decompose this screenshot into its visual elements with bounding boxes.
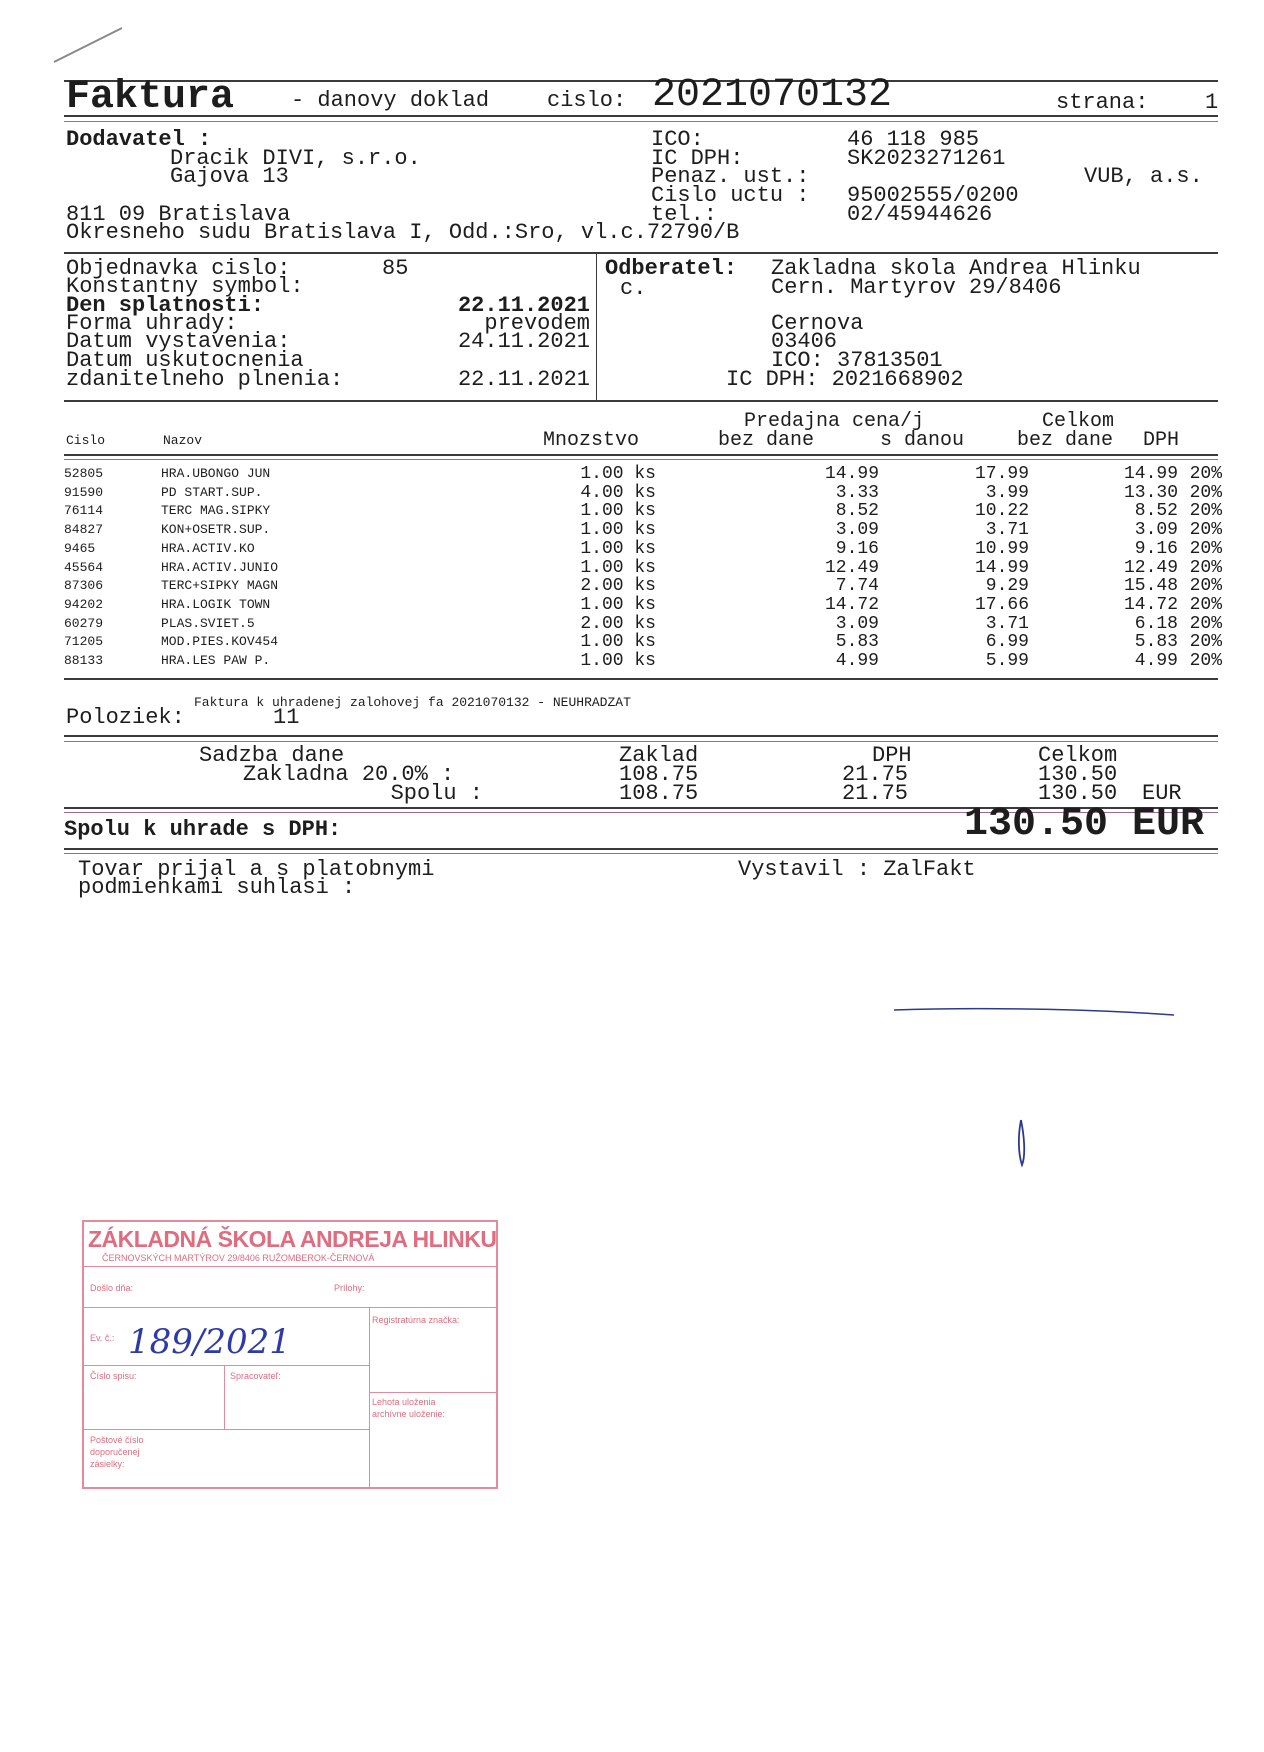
cell-code: 52805: [64, 466, 104, 481]
bank-label: Penaz. ust.:: [651, 164, 810, 189]
constant-symbol-label: Konstantny symbol:: [66, 274, 304, 299]
customer-street: Cern. Martyrov 29/8406: [771, 275, 1062, 300]
table-row: [64, 615, 1222, 634]
payable-bottom-rule-2: [64, 853, 1218, 854]
table-row: [64, 540, 1222, 559]
customer-icdph: IC DPH: 2021668902: [726, 367, 964, 392]
ico-value: 46 118 985: [847, 127, 980, 152]
items-count-label: Poloziek:: [66, 705, 185, 730]
invoice-number: 2021070132: [652, 73, 893, 118]
page-number: 1: [1205, 90, 1219, 115]
sum-base: 108.75: [619, 781, 699, 806]
registry-stamp: [82, 1220, 498, 1489]
invoice-title: Faktura: [66, 75, 235, 120]
items-count-value: 11: [273, 705, 300, 730]
vat-total-header: Celkom: [1038, 743, 1118, 768]
cell-total: 13.30: [1123, 482, 1178, 503]
table-row: [64, 652, 1222, 671]
cell-code: 60279: [64, 615, 104, 631]
col-code-header: Cislo: [66, 433, 106, 448]
cell-qty: 2.00 ks: [580, 613, 656, 634]
due-date-label: Den splatnosti:: [66, 293, 265, 318]
cell-gross: 3.99: [985, 482, 1029, 503]
stamp-post-label-2: doporučenej: [90, 1447, 140, 1457]
customer-city: Cernova: [771, 311, 864, 336]
invoice-subtitle: - danovy doklad: [291, 88, 490, 113]
cell-total: 4.99: [1134, 651, 1178, 672]
col-total-net-header: bez dane: [1017, 429, 1114, 452]
supplier-city: 811 09 Bratislava: [66, 202, 291, 227]
cell-net: 7.74: [835, 576, 879, 597]
cell-code: 71205: [64, 634, 104, 650]
stamp-processor-label: Spracovateľ:: [230, 1371, 281, 1381]
cell-vat: 20%: [1189, 557, 1222, 578]
cell-name: HRA.LES PAW P.: [161, 653, 271, 669]
cell-name: HRA.ACTIV.KO: [161, 540, 255, 556]
cell-qty: 2.00 ks: [580, 576, 656, 597]
items-table: [64, 465, 1222, 671]
sum-total: 130.50: [1038, 781, 1118, 806]
table-row: [64, 633, 1222, 652]
basic-rate-total: 130.50: [1038, 762, 1118, 787]
cell-net: 5.83: [835, 632, 879, 653]
cell-total: 14.72: [1123, 594, 1178, 615]
accept-line-2: podmienkami suhlasi :: [78, 875, 356, 900]
cell-vat: 20%: [1189, 651, 1222, 672]
cell-code: 45564: [64, 559, 104, 575]
cell-qty: 1.00 ks: [580, 632, 656, 653]
cell-gross: 3.71: [985, 520, 1029, 541]
vat-amount-header: DPH: [872, 743, 912, 768]
cell-qty: 1.00 ks: [580, 594, 656, 615]
cell-gross: 9.29: [985, 576, 1029, 597]
payable-total: 130.50 EUR: [963, 802, 1204, 847]
table-row: [64, 484, 1222, 503]
supplier-bottom-rule: [64, 252, 1218, 254]
supplier-label: Dodavatel :: [66, 127, 212, 152]
payable-label: Spolu k uhrade s DPH:: [64, 817, 342, 842]
stamp-post-label-3: zásielky:: [90, 1459, 125, 1469]
cell-net: 3.09: [835, 520, 879, 541]
basic-rate-base: 108.75: [619, 762, 699, 787]
customer-zip: 03406: [771, 329, 838, 354]
cell-net: 8.52: [835, 501, 879, 522]
tel-value: 02/45944626: [847, 202, 993, 227]
sum-currency: EUR: [1142, 781, 1182, 806]
cell-vat: 20%: [1189, 576, 1222, 597]
cell-name: MOD.PIES.KOV454: [161, 634, 279, 650]
header-rule-2: [64, 121, 1218, 122]
cell-gross: 6.99: [985, 632, 1029, 653]
advance-note: Faktura k uhradenej zalohovej fa 2021070132 - NEUHRADZAT: [194, 695, 631, 710]
cell-gross: 17.66: [974, 594, 1029, 615]
ico-label: ICO:: [651, 127, 704, 152]
cell-vat: 20%: [1189, 501, 1222, 522]
cell-gross: 10.99: [974, 538, 1029, 559]
customer-name: Zakladna skola Andrea Hlinku: [771, 256, 1141, 281]
cell-total: 15.48: [1123, 576, 1178, 597]
cell-net: 3.33: [835, 482, 879, 503]
table-bottom-rule: [64, 678, 1218, 680]
cell-total: 9.16: [1134, 538, 1178, 559]
cell-name: HRA.ACTIV.JUNIO: [161, 559, 279, 575]
payable-bottom-rule: [64, 848, 1218, 850]
cell-gross: 14.99: [974, 557, 1029, 578]
table-row: [64, 577, 1222, 596]
stamp-archive-label-1: Lehota uloženia: [372, 1397, 436, 1407]
vat-rate-header: Sadzba dane: [199, 743, 345, 768]
cell-qty: 1.00 ks: [580, 557, 656, 578]
cell-code: 87306: [64, 578, 104, 594]
cell-net: 9.16: [835, 538, 879, 559]
cell-vat: 20%: [1189, 632, 1222, 653]
cell-net: 12.49: [824, 557, 879, 578]
cell-name: HRA.UBONGO JUN: [161, 466, 271, 481]
issued-value: 24.11.2021: [457, 329, 590, 354]
cell-vat: 20%: [1189, 594, 1222, 615]
cell-code: 84827: [64, 522, 104, 538]
customer-ico: ICO: 37813501: [771, 348, 943, 373]
col-vat-header: DPH: [1143, 429, 1180, 452]
cell-total: 8.52: [1134, 501, 1178, 522]
cell-vat: 20%: [1189, 520, 1222, 541]
supplier-name: Dracik DIVI, s.r.o.: [170, 146, 421, 171]
icdph-value: SK2023271261: [847, 146, 1006, 171]
sum-vat: 21.75: [842, 781, 909, 806]
table-row: [64, 521, 1222, 540]
cell-name: PLAS.SVIET.5: [161, 615, 255, 631]
summary-top-rule-2: [64, 741, 1218, 742]
supplier-registry: Okresneho sudu Bratislava I, Odd.:Sro, vl.c.72790/B: [66, 220, 740, 245]
bank-value: VUB, a.s.: [1084, 164, 1203, 189]
tel-label: tel.:: [651, 202, 718, 227]
cell-net: 14.99: [824, 464, 879, 484]
order-divider: [596, 254, 597, 400]
taxdate-value: 22.11.2021: [457, 367, 590, 392]
stamp-title: ZÁKLADNÁ ŠKOLA ANDREJA HLINKU: [88, 1226, 497, 1252]
customer-bottom-rule: [64, 400, 1218, 402]
stamp-received-label: Došlo dňa:: [90, 1283, 134, 1293]
issued-by: Vystavil : ZalFakt: [738, 857, 976, 882]
cell-vat: 20%: [1189, 613, 1222, 634]
header-rule: [64, 115, 1218, 117]
sum-label: Spolu :: [390, 781, 483, 806]
cell-code: 76114: [64, 503, 104, 519]
supplier-street: Gajova 13: [170, 164, 289, 189]
col-qty-header: Mnozstvo: [543, 429, 640, 452]
cell-name: TERC MAG.SIPKY: [161, 503, 271, 519]
signature-mark: [890, 995, 1180, 1175]
table-row: [64, 502, 1222, 521]
cell-code: 94202: [64, 596, 104, 612]
table-row: [64, 465, 1222, 484]
cell-gross: 10.22: [974, 501, 1029, 522]
cell-total: 5.83: [1134, 632, 1178, 653]
table-header-rule-2: [64, 459, 1218, 460]
cell-total: 12.49: [1123, 557, 1178, 578]
account-label: Cislo uctu :: [651, 183, 810, 208]
cell-total: 6.18: [1134, 613, 1178, 634]
customer-label-2: c.: [620, 276, 647, 301]
account-value: 95002555/0200: [847, 183, 1019, 208]
cell-qty: 1.00 ks: [580, 501, 656, 522]
cell-qty: 1.00 ks: [580, 538, 656, 559]
cell-net: 14.72: [824, 594, 879, 615]
stamp-post-label-1: Poštové číslo: [90, 1435, 144, 1445]
cell-qty: 1.00 ks: [580, 651, 656, 672]
cell-code: 9465: [64, 540, 96, 556]
stamp-file-label: Číslo spisu:: [90, 1371, 137, 1381]
cell-total: 3.09: [1134, 520, 1178, 541]
stamp-reg-number: 189/2021: [128, 1322, 291, 1362]
cell-vat: 20%: [1189, 538, 1222, 559]
cell-net: 3.09: [835, 613, 879, 634]
order-number: 85: [382, 256, 409, 281]
header-top-rule: [64, 80, 1218, 82]
icdph-label: IC DPH:: [651, 146, 744, 171]
col-price-gross-header: s danou: [880, 429, 965, 452]
cell-gross: 3.71: [985, 613, 1029, 634]
table-row: [64, 596, 1222, 615]
order-label: Objednavka cislo:: [66, 256, 291, 281]
cell-code: 88133: [64, 653, 104, 669]
taxdate-label-1: Datum uskutocnenia: [66, 348, 304, 373]
basic-rate-label: Zakladna 20.0% :: [243, 762, 455, 787]
cell-gross: 5.99: [985, 651, 1029, 672]
cell-name: TERC+SIPKY MAGN: [161, 578, 279, 594]
taxdate-label-2: zdanitelneho plnenia:: [66, 367, 344, 392]
stamp-reg-label: Ev. č.:: [90, 1333, 115, 1343]
cell-qty: 4.00 ks: [580, 482, 656, 503]
cell-total: 14.99: [1123, 464, 1178, 484]
cell-code: 91590: [64, 484, 104, 500]
cell-vat: 20%: [1189, 464, 1222, 484]
stamp-regmark-label: Registratúrna značka:: [372, 1315, 460, 1325]
payment-label: Forma uhrady:: [66, 311, 238, 336]
col-price-group-header: Predajna cena/j: [744, 410, 925, 433]
summary-top-rule: [64, 735, 1218, 737]
page-label: strana:: [1056, 90, 1149, 115]
stamp-subtitle: ČERNOVSKÝCH MARTÝROV 29/8406 RUŽOMBEROK-ČERNOVÁ: [102, 1253, 375, 1263]
customer-label: Odberatel:: [605, 256, 738, 281]
stamp-attachments-label: Prílohy:: [334, 1283, 365, 1293]
cell-name: HRA.LOGIK TOWN: [161, 596, 271, 612]
cell-qty: 1.00 ks: [580, 464, 656, 484]
cell-vat: 20%: [1189, 482, 1222, 503]
basic-rate-vat: 21.75: [842, 762, 909, 787]
payment-value: prevodem: [484, 311, 590, 336]
cell-gross: 17.99: [974, 464, 1029, 484]
col-name-header: Nazov: [163, 433, 203, 448]
issued-label: Datum vystavenia:: [66, 329, 291, 354]
invoice-number-label: cislo:: [547, 88, 627, 113]
col-price-net-header: bez dane: [718, 429, 815, 452]
col-total-group-header: Celkom: [1042, 410, 1115, 433]
cell-name: PD START.SUP.: [161, 484, 263, 500]
table-header-rule: [64, 454, 1218, 456]
cell-name: KON+OSETR.SUP.: [161, 522, 271, 538]
cell-qty: 1.00 ks: [580, 520, 656, 541]
due-date-value: 22.11.2021: [457, 293, 590, 318]
table-row: [64, 559, 1222, 578]
vat-base-header: Zaklad: [619, 743, 699, 768]
pen-scribble: [50, 22, 130, 67]
accept-line-1: Tovar prijal a s platobnymi: [78, 857, 435, 882]
stamp-archive-label-2: archívne uloženie:: [372, 1409, 446, 1419]
cell-net: 4.99: [835, 651, 879, 672]
